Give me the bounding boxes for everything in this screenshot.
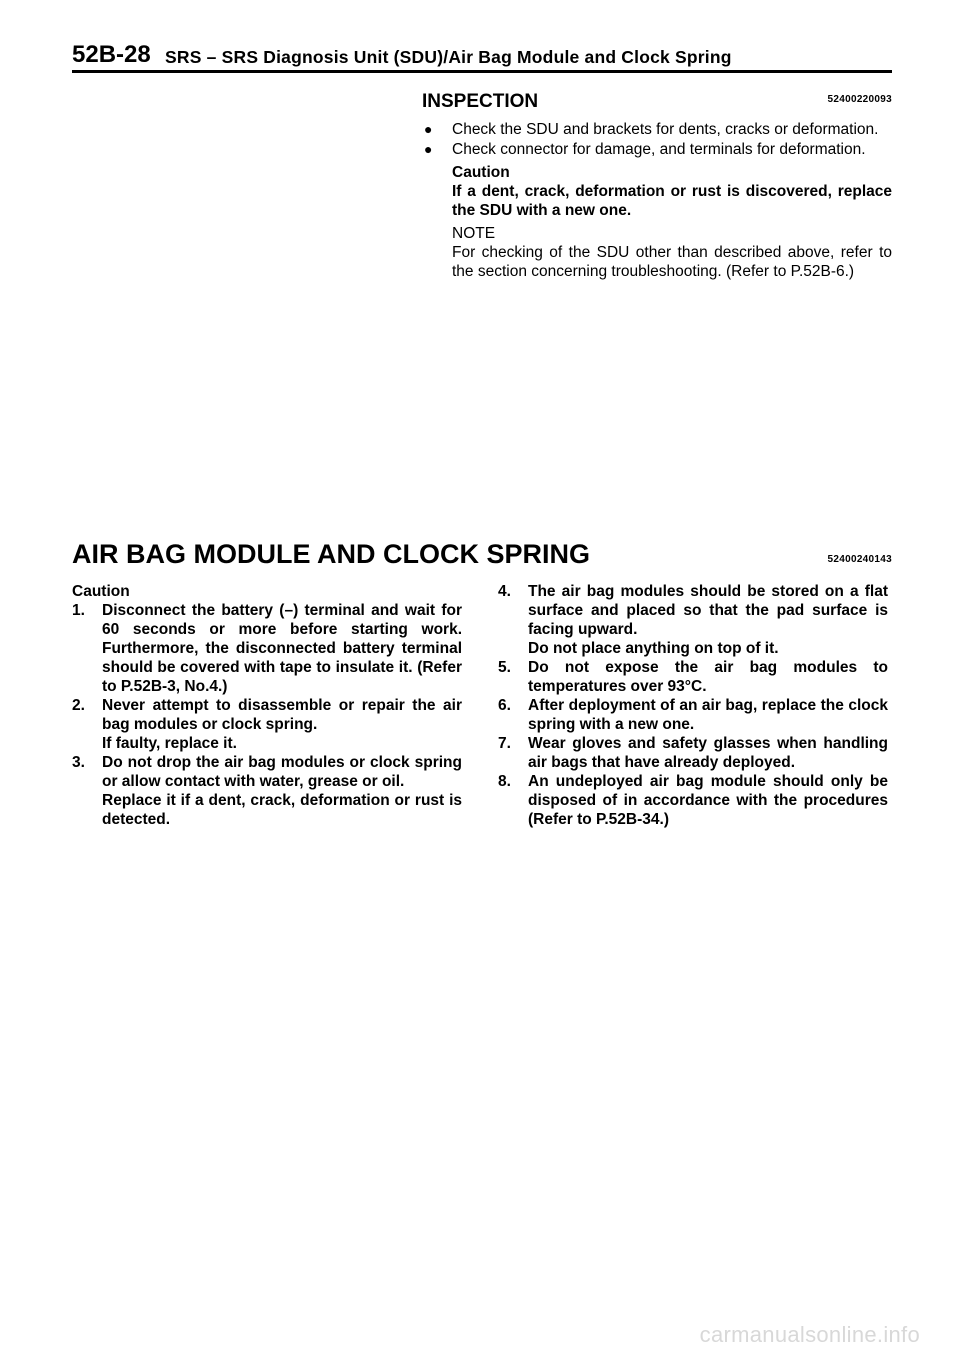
item-number: 8. <box>498 773 511 790</box>
page-header <box>72 40 892 74</box>
header-divider <box>72 70 892 73</box>
airbag-heading-row <box>72 537 892 573</box>
note-label: NOTE <box>452 225 496 242</box>
inspection-section <box>422 90 892 281</box>
caution-item <box>498 658 888 696</box>
inspection-heading: INSPECTION <box>422 91 539 112</box>
inspection-caution <box>422 163 892 220</box>
item-text: Never attempt to disassemble or repair the air bag modules or clock spring. <box>102 697 462 733</box>
inspection-heading-row <box>422 90 892 114</box>
item-text: Do not drop the air bag modules or clock spring or allow contact with water, grease or oil. <box>102 754 462 790</box>
bullet-text: Check the SDU and brackets for dents, cracks or deformation. <box>452 121 879 138</box>
item-number: 6. <box>498 697 511 714</box>
caution-item <box>72 753 462 829</box>
bullet-icon: ● <box>424 141 433 157</box>
bullet-text: Check connector for damage, and terminals for deformation. <box>452 141 866 158</box>
airbag-caution-left-column <box>72 582 462 829</box>
note-text: For checking of the SDU other than described above, refer to the section concerning troubleshooting. (Refer to P.52B-6.) <box>452 244 892 280</box>
inspection-note <box>422 224 892 281</box>
caution-item <box>498 734 888 772</box>
item-extra: Do not place anything on top of it. <box>528 640 779 657</box>
section-title: SRS – SRS Diagnosis Unit (SDU)/Air Bag Module and Clock Spring <box>165 47 732 67</box>
caution-item <box>72 601 462 696</box>
airbag-caution-right-column <box>498 582 888 829</box>
inspection-bullet <box>422 140 892 159</box>
airbag-caution-label: Caution <box>72 583 130 600</box>
caution-text: If a dent, crack, deformation or rust is discovered, replace the SDU with a new one. <box>452 183 892 219</box>
item-text: The air bag modules should be stored on a flat surface and placed so that the pad surface is facing upward. <box>528 583 888 638</box>
item-text: An undeployed air bag module should only be disposed of in accordance with the procedures (Refer to P.52B-34.) <box>528 773 888 828</box>
item-extra: Replace it if a dent, crack, deformation or rust is detected. <box>102 792 462 828</box>
item-number: 5. <box>498 659 511 676</box>
item-number: 2. <box>72 697 85 714</box>
caution-item <box>498 582 888 658</box>
bullet-icon: ● <box>424 121 433 137</box>
airbag-code: 52400240143 <box>827 554 892 565</box>
item-number: 7. <box>498 735 511 752</box>
caution-item <box>498 772 888 829</box>
inspection-code: 52400220093 <box>827 94 892 105</box>
inspection-bullet <box>422 120 892 139</box>
inspection-bullets <box>422 120 892 159</box>
watermark: carmanualsonline.info <box>699 1322 920 1347</box>
item-text: Disconnect the battery (–) terminal and wait for 60 seconds or more before starting work. Furthermore, the disconnected battery terminal should be covered with tape to insulate it. (Refer to P.52B-3, No.4.) <box>102 602 462 695</box>
caution-item <box>72 696 462 753</box>
item-text: After deployment of an air bag, replace the clock spring with a new one. <box>528 697 888 733</box>
airbag-heading: AIR BAG MODULE AND CLOCK SPRING <box>72 539 590 569</box>
item-text: Do not expose the air bag modules to temperatures over 93°C. <box>528 659 888 695</box>
item-number: 4. <box>498 583 511 600</box>
page-number: 52B-28 <box>72 41 151 68</box>
caution-item <box>498 696 888 734</box>
item-number: 1. <box>72 602 85 619</box>
item-number: 3. <box>72 754 85 771</box>
caution-label: Caution <box>452 164 510 181</box>
item-text: Wear gloves and safety glasses when handling air bags that have already deployed. <box>528 735 888 771</box>
item-extra: If faulty, replace it. <box>102 735 237 752</box>
